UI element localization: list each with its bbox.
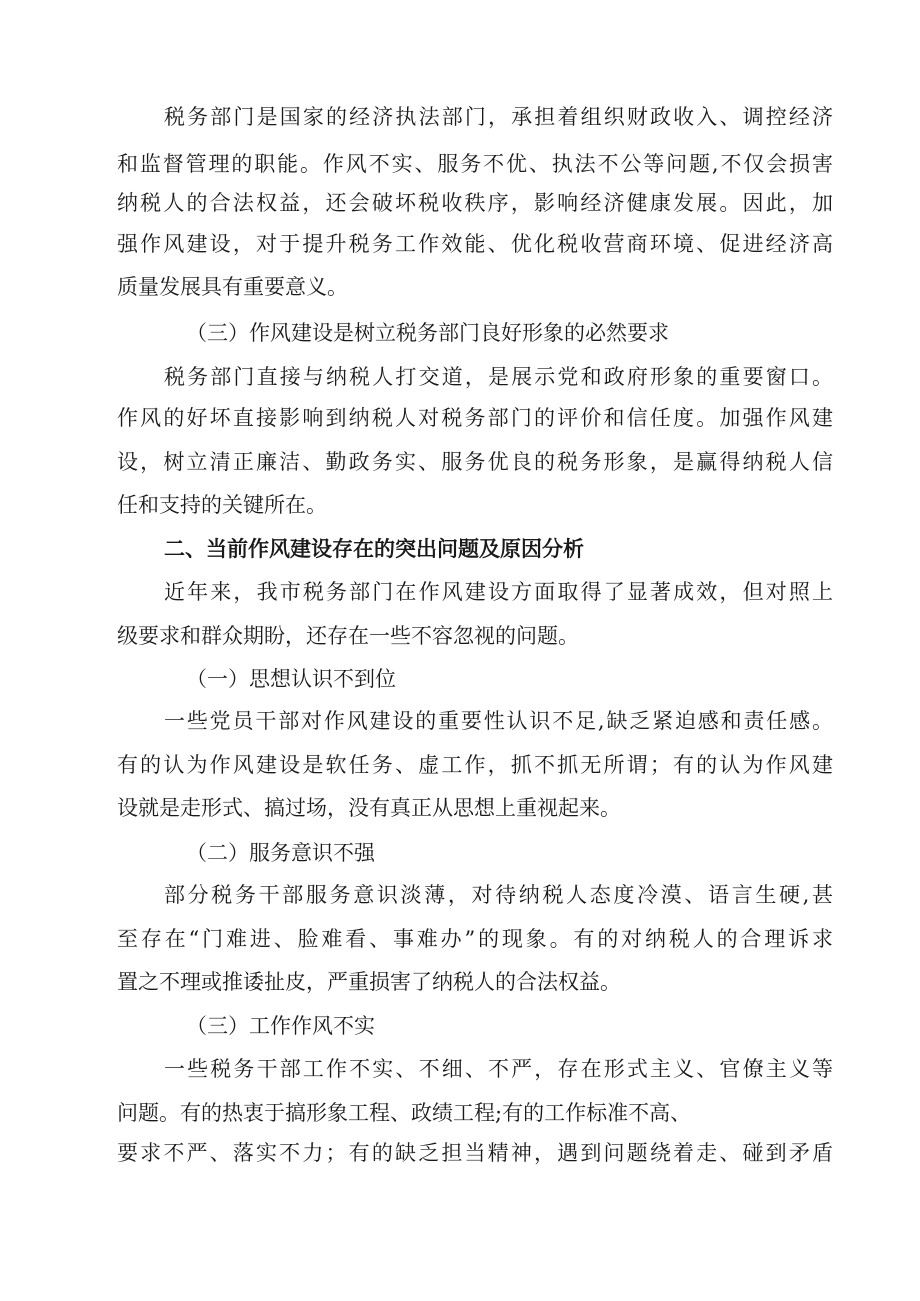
paragraph-line: 纳税人的合法权益，还会破坏税收秩序，影响经济健康发展。因此，加 [117,191,833,215]
section-subheading: （三）作风建设是树立税务部门良好形象的必然要求 [186,321,669,345]
section-heading: 二、当前作风建设存在的突出问题及原因分析 [164,537,584,561]
paragraph-line: 有的认为作风建设是软任务、虚工作，抓不抓无所谓；有的认为作风建 [117,753,833,777]
section-subheading: （一）思想认识不到位 [186,667,396,691]
paragraph-line: 一些税务干部工作不实、不细、不严，存在形式主义、官僚主义等 [164,1057,833,1081]
paragraph-line: 质量发展具有重要意义。 [117,275,348,299]
paragraph-line: 至存在“门难进、脸难看、事难办”的现象。有的对纳税人的合理诉求 [117,927,833,951]
paragraph-line: 级要求和群众期盼，还存在一些不容忽视的问题。 [117,624,579,648]
paragraph-line: 强作风建设，对于提升税务工作效能、优化税收营商环境、促进经济高 [117,232,833,256]
paragraph-line: 近年来，我市税务部门在作风建设方面取得了显著成效，但对照上 [164,580,833,604]
paragraph-line: 设，树立清正廉洁、勤政务实、服务优良的税务形象，是赢得纳税人信 [117,450,833,474]
paragraph-line: 部分税务干部服务意识淡薄，对待纳税人态度冷漠、语言生硬,甚 [164,883,833,907]
paragraph-line: 任和支持的关键所在。 [117,493,327,517]
paragraph-line: 设就是走形式、搞过场，没有真正从思想上重视起来。 [117,796,621,820]
section-subheading: （二）服务意识不强 [186,841,375,865]
paragraph-line: 置之不理或推诿扯皮，严重损害了纳税人的合法权益。 [117,970,621,994]
paragraph-line: 和监督管理的职能。作风不实、服务不优、执法不公等问题,不仅会损害 [117,152,833,176]
paragraph-line: 税务部门直接与纳税人打交道，是展示党和政府形象的重要窗口。 [164,365,833,389]
paragraph-line: 要求不严、落实不力；有的缺乏担当精神，遇到问题绕着走、碰到矛盾 [117,1141,833,1165]
paragraph-line: 作风的好坏直接影响到纳税人对税务部门的评价和信任度。加强作风建 [117,406,833,430]
section-subheading: （三）工作作风不实 [186,1014,375,1038]
paragraph-line: 问题。有的热衷于搞形象工程、政绩工程;有的工作标准不高、 [117,1101,692,1125]
paragraph-line: 一些党员干部对作风建设的重要性认识不足,缺乏紧迫感和责任感。 [164,709,833,733]
paragraph-line: 税务部门是国家的经济执法部门，承担着组织财政收入、调控经济 [164,105,833,129]
